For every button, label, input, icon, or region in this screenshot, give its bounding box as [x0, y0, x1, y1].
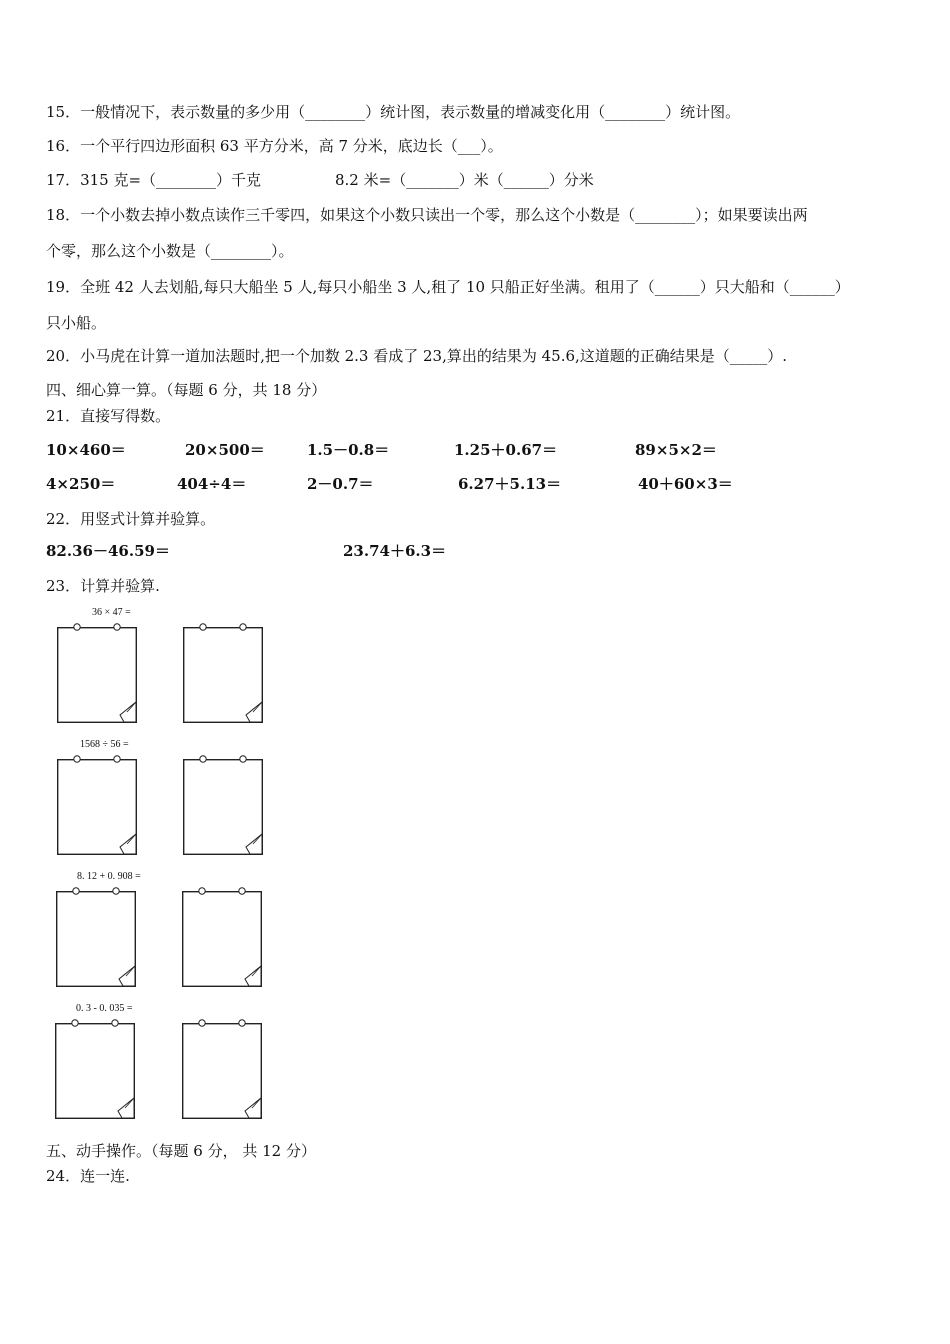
vertical-calc-item: 23.74＋6.3＝: [343, 542, 447, 560]
notepad-icon: [57, 627, 137, 723]
notepad-icon: [182, 891, 262, 987]
calc-item: 40＋60×3＝: [638, 475, 733, 493]
question-17-part1: 17．315 克=（________）千克: [46, 171, 262, 189]
pad-label: 0. 3 - 0. 035 =: [76, 1003, 133, 1014]
question-24-title: 24．连一连.: [46, 1167, 130, 1185]
calc-item: 1.25＋0.67＝: [454, 441, 558, 459]
question-19-line2: 只小船。: [46, 314, 107, 332]
notepad-icon: [182, 1023, 262, 1119]
pad-label: 36 × 47 =: [92, 607, 131, 618]
section-5-title: 五、动手操作。（每题 6 分， 共 12 分）: [46, 1142, 316, 1160]
section-4-title: 四、细心算一算。（每题 6 分，共 18 分）: [46, 381, 327, 399]
question-16: 16．一个平行四边形面积 63 平方分米，高 7 分米，底边长（___）。: [46, 137, 503, 155]
calc-item: 4×250＝: [46, 475, 116, 493]
question-17-part2: 8.2 米=（_______）米（______）分米: [335, 171, 594, 189]
pad-label: 8. 12 + 0. 908 =: [77, 871, 141, 882]
vertical-calc-item: 82.36－46.59＝: [46, 542, 170, 560]
question-19-line1: 19．全班 42 人去划船,每只大船坐 5 人,每只小船坐 3 人,租了 10 只船正好坐满。租用了（______）只大船和（______）: [46, 278, 850, 296]
notepad-icon: [56, 891, 136, 987]
question-21-title: 21．直接写得数。: [46, 407, 171, 425]
calc-item: 2－0.7＝: [307, 475, 374, 493]
notepad-icon: [55, 1023, 135, 1119]
question-20: 20．小马虎在计算一道加法题时,把一个加数 2.3 看成了 23,算出的结果为 45.6,这道题的正确结果是（_____）.: [46, 347, 788, 365]
notepad-icon: [183, 759, 263, 855]
question-18-line2: 个零，那么这个小数是（________）。: [46, 242, 294, 260]
calc-item: 89×5×2＝: [635, 441, 717, 459]
pad-label: 1568 ÷ 56 =: [80, 739, 129, 750]
question-18-line1: 18．一个小数去掉小数点读作三千零四，如果这个小数只读出一个零，那么这个小数是（________）；如果要读出两: [46, 206, 808, 224]
calc-item: 20×500＝: [185, 441, 265, 459]
calc-item: 404÷4＝: [177, 475, 247, 493]
calc-item: 10×460＝: [46, 441, 126, 459]
question-23-title: 23．计算并验算.: [46, 577, 160, 595]
question-22-title: 22．用竖式计算并验算。: [46, 510, 216, 528]
question-15: 15．一般情况下，表示数量的多少用（________）统计图，表示数量的增减变化用（________）统计图。: [46, 103, 741, 121]
notepad-icon: [183, 627, 263, 723]
calc-item: 1.5－0.8＝: [307, 441, 390, 459]
calc-item: 6.27＋5.13＝: [458, 475, 562, 493]
notepad-icon: [57, 759, 137, 855]
